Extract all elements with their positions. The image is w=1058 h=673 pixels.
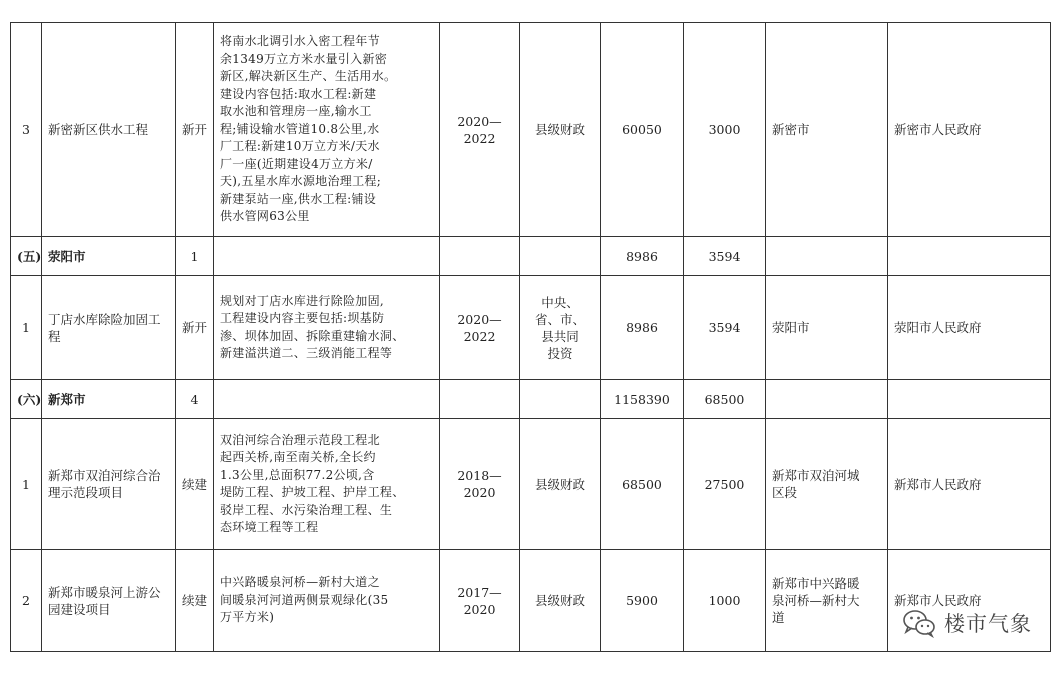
watermark bbox=[902, 608, 1032, 638]
total-investment: 1158390 bbox=[601, 380, 684, 419]
row-index: 2 bbox=[11, 550, 42, 652]
funding-source: 县级财政 bbox=[520, 23, 601, 237]
responsible-unit bbox=[888, 237, 1051, 276]
funding-source: 县级财政 bbox=[520, 419, 601, 550]
table-row bbox=[11, 23, 1051, 237]
project-table bbox=[10, 22, 1051, 652]
construction-period bbox=[440, 237, 520, 276]
watermark-text: 楼市气象 bbox=[944, 612, 1032, 636]
project-description bbox=[214, 380, 440, 419]
total-investment: 5900 bbox=[601, 550, 684, 652]
table-row bbox=[11, 550, 1051, 652]
project-description: 规划对丁店水库进行除险加固, 工程建设内容主要包括:坝基防 渗、坝体加固、拆除重建输水洞、 新建溢洪道二、三级消能工程等 bbox=[214, 276, 440, 380]
construction-period: 2018—2020 bbox=[440, 419, 520, 550]
table-row bbox=[11, 237, 1051, 276]
project-location: 新密市 bbox=[766, 23, 888, 237]
project-name: 荥阳市 bbox=[42, 237, 176, 276]
total-investment: 60050 bbox=[601, 23, 684, 237]
project-count: 1 bbox=[176, 237, 214, 276]
project-location: 新郑市中兴路暖 泉河桥—新村大 道 bbox=[766, 550, 888, 652]
project-location bbox=[766, 237, 888, 276]
project-description bbox=[214, 237, 440, 276]
total-investment: 8986 bbox=[601, 276, 684, 380]
project-name: 新郑市双洎河综合治理示范段项目 bbox=[42, 419, 176, 550]
table-row bbox=[11, 380, 1051, 419]
total-investment: 68500 bbox=[601, 419, 684, 550]
project-type: 新开 bbox=[176, 23, 214, 237]
project-name: 新密新区供水工程 bbox=[42, 23, 176, 237]
project-name: 新郑市暖泉河上游公园建设项目 bbox=[42, 550, 176, 652]
row-index: (五) bbox=[11, 237, 42, 276]
row-index: 3 bbox=[11, 23, 42, 237]
funding-source: 中央、 省、市、 县共同 投资 bbox=[520, 276, 601, 380]
annual-investment: 3594 bbox=[684, 237, 766, 276]
table-row bbox=[11, 419, 1051, 550]
project-location: 新郑市双洎河城 区段 bbox=[766, 419, 888, 550]
annual-investment: 68500 bbox=[684, 380, 766, 419]
project-type: 新开 bbox=[176, 276, 214, 380]
row-index: (六) bbox=[11, 380, 42, 419]
row-index: 1 bbox=[11, 276, 42, 380]
annual-investment: 3594 bbox=[684, 276, 766, 380]
project-description: 双洎河综合治理示范段工程北 起西关桥,南至南关桥,全长约 1.3公里,总面积77.2公顷,含 堤防工程、护坡工程、护岸工程、 驳岸工程、水污染治理工程、生 态环境工程等工程 bbox=[214, 419, 440, 550]
row-index: 1 bbox=[11, 419, 42, 550]
project-name: 新郑市 bbox=[42, 380, 176, 419]
responsible-unit: 新郑市人民政府 bbox=[888, 419, 1051, 550]
project-description: 中兴路暖泉河桥—新村大道之 间暖泉河河道两侧景观绿化(35 万平方米) bbox=[214, 550, 440, 652]
wechat-icon bbox=[902, 608, 936, 638]
project-type: 续建 bbox=[176, 419, 214, 550]
project-count: 4 bbox=[176, 380, 214, 419]
project-type: 续建 bbox=[176, 550, 214, 652]
construction-period bbox=[440, 380, 520, 419]
total-investment: 8986 bbox=[601, 237, 684, 276]
funding-source bbox=[520, 237, 601, 276]
responsible-unit: 新密市人民政府 bbox=[888, 23, 1051, 237]
funding-source bbox=[520, 380, 601, 419]
responsible-unit bbox=[888, 380, 1051, 419]
responsible-unit: 荥阳市人民政府 bbox=[888, 276, 1051, 380]
construction-period: 2020—2022 bbox=[440, 23, 520, 237]
project-description: 将南水北调引水入密工程年节 余1349万立方米水量引入新密 新区,解决新区生产、生活用水。 建设内容包括:取水工程:新建 取水池和管理房一座,输水工 程;铺设输水管道10.8公里,水 厂工程:新建10万立方米/天水 厂一座(近期建设4万立方米/ 天),五星水库水源地治理工程; 新建泵站一座,供水工程:铺设 供水管网63公里 bbox=[214, 23, 440, 237]
project-name: 丁店水库除险加固工程 bbox=[42, 276, 176, 380]
responsible-unit: 新郑市人民政府 bbox=[888, 550, 1051, 652]
project-location bbox=[766, 380, 888, 419]
table-row bbox=[11, 276, 1051, 380]
annual-investment: 1000 bbox=[684, 550, 766, 652]
annual-investment: 3000 bbox=[684, 23, 766, 237]
construction-period: 2017—2020 bbox=[440, 550, 520, 652]
project-location: 荥阳市 bbox=[766, 276, 888, 380]
construction-period: 2020—2022 bbox=[440, 276, 520, 380]
annual-investment: 27500 bbox=[684, 419, 766, 550]
funding-source: 县级财政 bbox=[520, 550, 601, 652]
